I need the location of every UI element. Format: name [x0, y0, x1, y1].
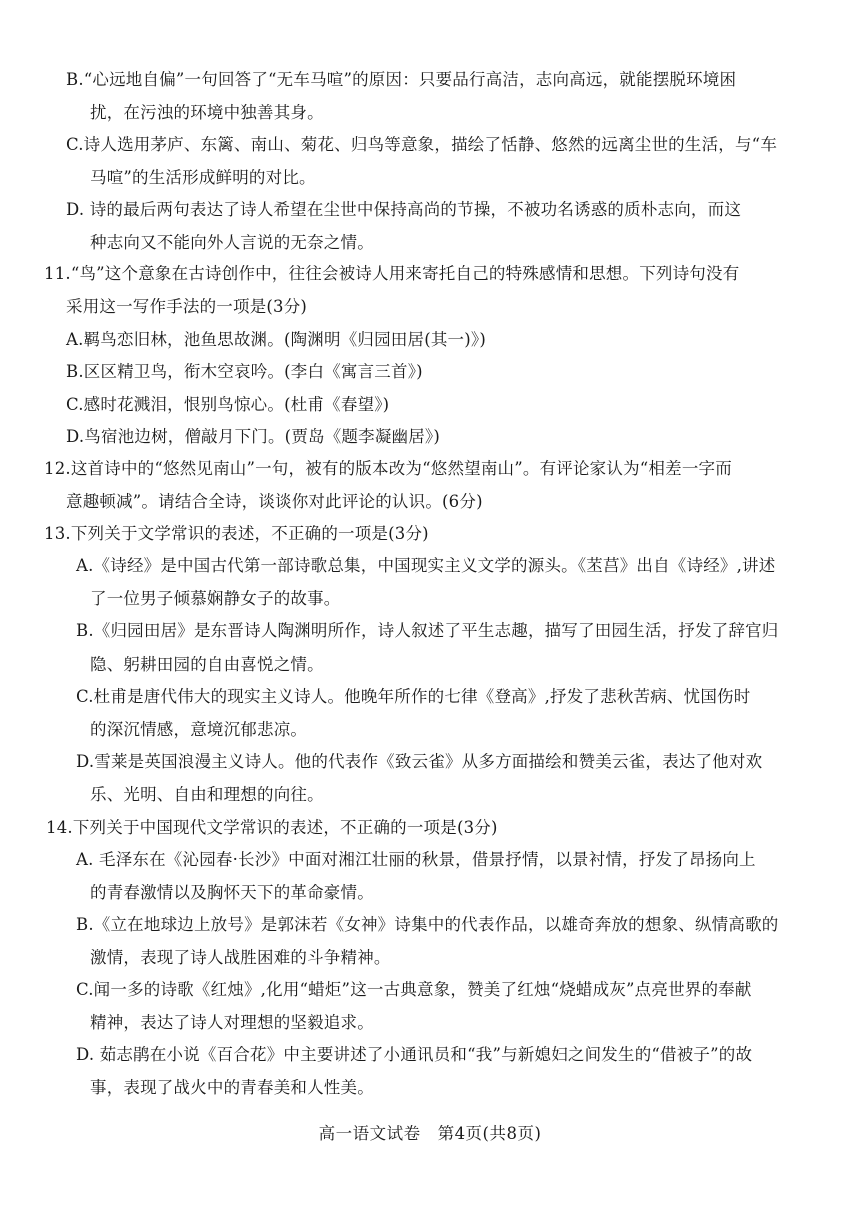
q14-option-a-line2: 的青春激情以及胸怀天下的革命豪情。	[90, 883, 374, 902]
q13-option-d-line2: 乐、光明、自由和理想的向往。	[90, 785, 324, 804]
q11-option-a: A.羁鸟恋旧林，池鱼思故渊。(陶渊明《归园田居(其一)》)	[66, 330, 486, 349]
q13-option-b-line1: B.《归园田居》是东晋诗人陶渊明所作，诗人叙述了平生志趣，描写了田园生活，抒发了辞官归	[76, 621, 779, 640]
q10-option-d-line2: 种志向又不能向外人言说的无奈之情。	[90, 233, 374, 252]
q14-option-b-line1: B.《立在地球边上放号》是郭沫若《女神》诗集中的代表作品，以雄奇奔放的想象、纵情高歌的	[76, 915, 779, 934]
q10-option-d-line1: D. 诗的最后两句表达了诗人希望在尘世中保持高尚的节操，不被功名诱惑的质朴志向，而这	[66, 200, 742, 219]
q10-option-c-line1: C.诗人选用茅庐、东篱、南山、菊花、归鸟等意象，描绘了恬静、悠然的远离尘世的生活，与“车	[66, 135, 778, 154]
q13-option-c-line1: C.杜甫是唐代伟大的现实主义诗人。他晚年所作的七律《登高》,抒发了悲秋苦病、忧国伤时	[76, 687, 751, 706]
q10-option-b-line1: B.“心远地自偏”一句回答了“无车马喧”的原因：只要品行高洁，志向高远，就能摆脱环境困	[66, 70, 737, 89]
q12-stem-line1: 12.这首诗中的“悠然见南山”一句，被有的版本改为“悠然望南山”。有评论家认为“相差一字而	[44, 459, 732, 478]
q13-stem: 13.下列关于文学常识的表述，不正确的一项是(3分)	[44, 524, 429, 543]
q11-option-c: C.感时花溅泪，恨别鸟惊心。(杜甫《春望》)	[66, 395, 390, 414]
q14-option-b-line2: 激情，表现了诗人战胜困难的斗争精神。	[90, 948, 391, 967]
q13-option-b-line2: 隐、躬耕田园的自由喜悦之情。	[90, 655, 324, 674]
q10-option-c-line2: 马喧”的生活形成鲜明的对比。	[90, 168, 316, 187]
page-footer: 高一语文试卷 第4页(共8页)	[318, 1124, 542, 1143]
q14-stem: 14.下列关于中国现代文学常识的表述，不正确的一项是(3分)	[46, 818, 498, 837]
q13-option-a-line2: 了一位男子倾慕娴静女子的故事。	[90, 589, 341, 608]
q11-stem-line2: 采用这一写作手法的一项是(3分)	[66, 297, 308, 316]
q12-stem-line2: 意趣顿减”。请结合全诗，谈谈你对此评论的认识。(6分)	[66, 492, 483, 511]
q13-option-a-line1: A.《诗经》是中国古代第一部诗歌总集，中国现实主义文学的源头。《苤莒》出自《诗经》,讲述	[76, 556, 776, 575]
q13-option-c-line2: 的深沉情感，意境沉郁悲凉。	[90, 720, 308, 739]
q11-option-b: B.区区精卫鸟，衔木空哀吟。(李白《寓言三首》)	[66, 362, 423, 381]
q10-option-b-line2: 扰，在污浊的环境中独善其身。	[90, 103, 324, 122]
q13-option-d-line1: D.雪莱是英国浪漫主义诗人。他的代表作《致云雀》从多方面描绘和赞美云雀，表达了他对欢	[76, 752, 763, 771]
q14-option-d-line1: D. 茹志鹃在小说《百合花》中主要讲述了小通讯员和“我”与新媳妇之间发生的“借被子”的故	[76, 1045, 753, 1064]
q14-option-c-line1: C.闻一多的诗歌《红烛》,化用“蜡炬”这一古典意象，赞美了红烛“烧蜡成灰”点亮世界的奉献	[76, 980, 752, 999]
q14-option-a-line1: A. 毛泽东在《沁园春·长沙》中面对湘江壮丽的秋景，借景抒情，以景衬情，抒发了昂扬向上	[76, 850, 756, 869]
q14-option-c-line2: 精神，表达了诗人对理想的坚毅追求。	[90, 1013, 374, 1032]
q11-stem-line1: 11.“鸟”这个意象在古诗创作中，往往会被诗人用来寄托自己的特殊感情和思想。下列诗句没有	[44, 264, 740, 283]
q11-option-d: D.鸟宿池边树，僧敲月下门。(贾岛《题李凝幽居》)	[66, 427, 441, 446]
q14-option-d-line2: 事，表现了战火中的青春美和人性美。	[90, 1078, 374, 1097]
